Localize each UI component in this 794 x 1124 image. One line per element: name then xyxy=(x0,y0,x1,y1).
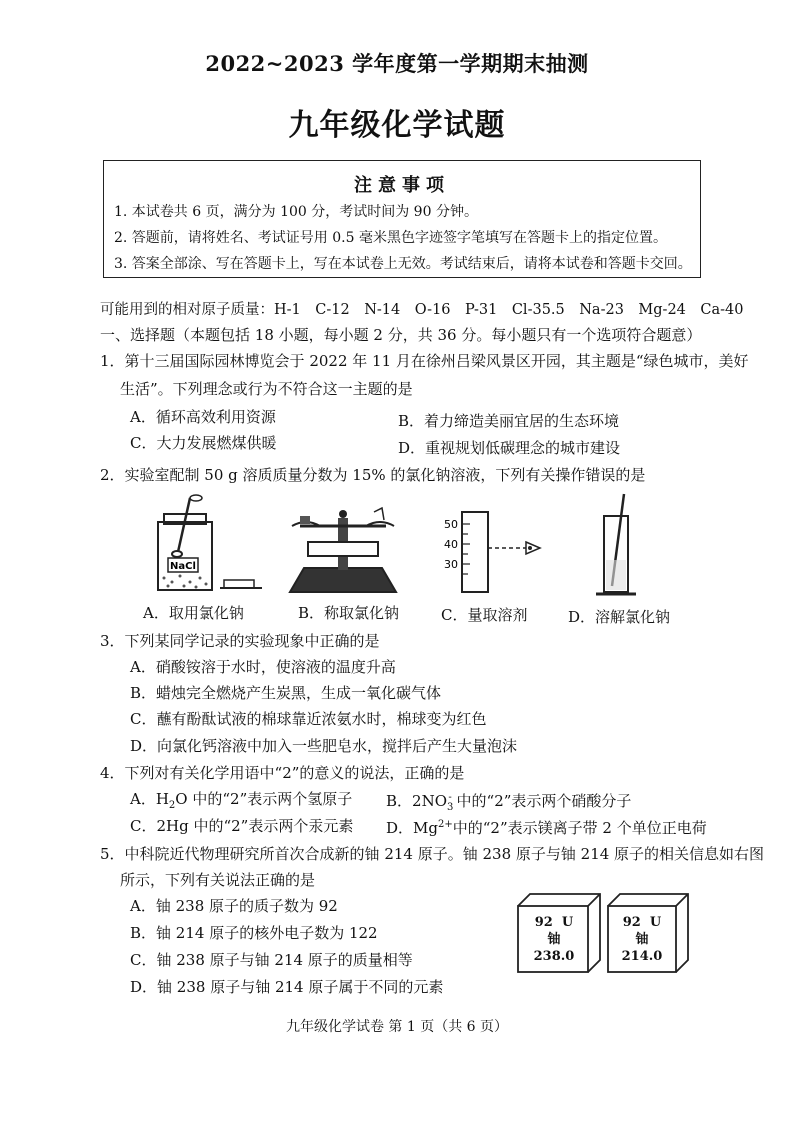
atomic-number: 92 xyxy=(534,915,553,930)
atomic-mass: 238.0 xyxy=(533,949,575,964)
q4-b-superscript: - xyxy=(448,792,452,803)
q5-stem: 所示，下列有关说法正确的是 xyxy=(120,871,316,889)
q4-stem: 4．下列对有关化学用语中“2”的意义的说法，正确的是 xyxy=(100,764,465,782)
q4-option-d xyxy=(386,817,707,838)
figure-dissolve-nacl xyxy=(590,490,650,600)
q3-option-d: D．向氯化钙溶液中加入一些肥皂水，搅拌后产生大量泡沫 xyxy=(130,737,518,755)
q4-option-a xyxy=(130,788,352,811)
figure-measure-solvent xyxy=(430,508,560,600)
figure-take-nacl xyxy=(150,492,280,602)
scale-mark-50: 50 xyxy=(444,518,458,531)
q4-b-subscript: 3 xyxy=(447,802,454,813)
page-footer: 九年级化学试卷 第 1 页（共 6 页） xyxy=(285,1019,509,1035)
element-name: 铀 xyxy=(547,932,561,947)
q4-d-superscript: 2+ xyxy=(438,819,453,830)
jar-label: NaCl xyxy=(170,561,196,572)
q5-stem: 5．中科院近代物理研究所首次合成新的铀 214 原子。铀 238 原子与铀 214 原子的相关信息如右图 xyxy=(100,845,765,863)
q3-stem: 3．下列某同学记录的实验现象中正确的是 xyxy=(100,632,380,650)
q1-option-d: D．重视规划低碳理念的城市建设 xyxy=(398,439,621,457)
q4-b-text: 中的“2”表示两个硝酸分子 xyxy=(451,792,632,810)
q2-stem: 2．实验室配制 50 g 溶质质量分数为 15% 的氯化钠溶液，下列有关操作错误的是 xyxy=(100,466,646,484)
atomic-number: 92 xyxy=(622,915,641,930)
atomic-mass: 214.0 xyxy=(621,949,663,964)
q2-option-b: B．称取氯化钠 xyxy=(298,604,400,622)
figure-weigh-nacl xyxy=(286,498,400,598)
q5-option-a: A．铀 238 原子的质子数为 92 xyxy=(130,897,338,915)
q4-d-text: 中的“2”表示镁离子带 2 个单位正电荷 xyxy=(452,819,707,837)
q4-a-text: O 中的“2”表示两个氢原子 xyxy=(175,790,353,808)
notice-title: 注意事项 xyxy=(354,175,450,196)
element-symbol: U xyxy=(649,915,662,930)
term-title: 2022~2023 学年度第一学期期末抽测 xyxy=(205,51,589,76)
q1-option-b: B．着力缔造美丽宜居的生态环境 xyxy=(398,412,620,430)
section-title: 一、选择题（本题包括 18 小题，每小题 2 分，共 36 分。每小题只有一个选项符合题意） xyxy=(100,326,702,344)
element-symbol: U xyxy=(561,915,574,930)
q1-option-a: A．循环高效利用资源 xyxy=(130,408,276,426)
scale-mark-30: 30 xyxy=(444,558,458,571)
q5-option-b: B．铀 214 原子的核外电子数为 122 xyxy=(130,924,378,942)
notice-item: 2. 答题前，请将姓名、考试证号用 0.5 毫米黑色字迹签字笔填写在答题卡上的指定位置。 xyxy=(114,230,667,246)
element-name: 铀 xyxy=(635,932,649,947)
element-card-u214 xyxy=(608,914,676,965)
q5-option-c: C．铀 238 原子与铀 214 原子的质量相等 xyxy=(130,951,413,969)
notice-item: 3. 答案全部涂、写在答题卡上，写在本试卷上无效。考试结束后，请将本试卷和答题卡交回。 xyxy=(114,256,692,272)
q2-option-d: D．溶解氯化钠 xyxy=(568,608,671,626)
q4-a-subscript: 2 xyxy=(168,800,176,811)
q2-option-a: A．取用氯化钠 xyxy=(143,604,244,622)
q4-a-text: A．H xyxy=(130,790,169,808)
q4-d-text: D．Mg xyxy=(386,819,438,837)
notice-item: 1. 本试卷共 6 页，满分为 100 分，考试时间为 90 分钟。 xyxy=(114,204,478,220)
q2-option-c: C．量取溶剂 xyxy=(441,606,528,624)
q1-stem: 生活”。下列理念或行为不符合这一主题的是 xyxy=(120,380,413,398)
q5-option-d: D．铀 238 原子与铀 214 原子属于不同的元素 xyxy=(130,978,444,996)
notice-box xyxy=(103,160,701,278)
q4-b-text: B．2NO xyxy=(386,792,447,810)
exam-title: 九年级化学试题 xyxy=(288,108,506,143)
q4-option-c: C．2Hg 中的“2”表示两个汞元素 xyxy=(130,817,354,835)
q1-stem: 1．第十三届国际园林博览会于 2022 年 11 月在徐州吕梁风景区开园，其主题是“绿色城市，美好 xyxy=(100,352,749,370)
q3-option-c: C．蘸有酚酞试液的棉球靠近浓氨水时，棉球变为红色 xyxy=(130,710,487,728)
q3-option-a: A．硝酸铵溶于水时，使溶液的温度升高 xyxy=(130,658,396,676)
q1-option-c: C．大力发展燃煤供暖 xyxy=(130,434,277,452)
scale-mark-40: 40 xyxy=(444,538,458,551)
q3-option-b: B．蜡烛完全燃烧产生炭黑，生成一氧化碳气体 xyxy=(130,684,442,702)
atomic-masses: 可能用到的相对原子质量：H-1 C-12 N-14 O-16 P-31 Cl-35.5 Na-23 Mg-24 Ca-40 xyxy=(100,302,744,318)
element-card-u238 xyxy=(520,914,588,965)
q4-option-b xyxy=(386,790,631,813)
